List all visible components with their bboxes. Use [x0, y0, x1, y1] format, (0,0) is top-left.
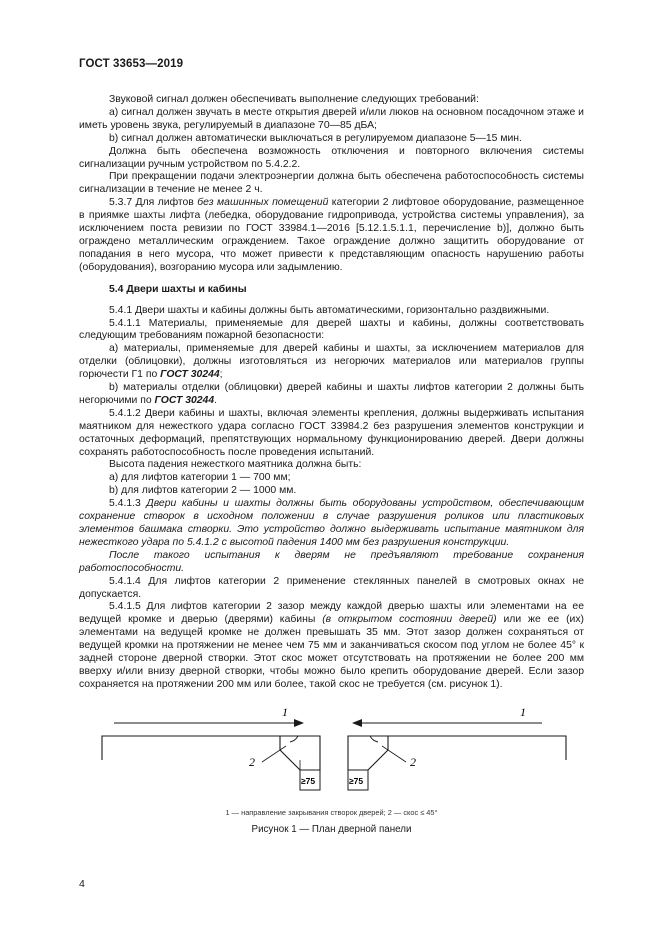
- paragraph: b) материалы отделки (облицовки) дверей кабины и шахты лифтов категории 2 должны быть негорючими по ГОСТ 30244.: [79, 382, 584, 406]
- page-number: 4: [79, 878, 85, 890]
- door-panel-plan-figure: [94, 698, 574, 818]
- paragraph: а) сигнал должен звучать в месте открытия дверей и/или люков на основном посадочном этаже и иметь уровень звука, регулируемый в диапазоне 70—85 дБА;: [79, 106, 584, 131]
- standard-reference: ГОСТ 30244: [160, 369, 220, 381]
- figure-title: Рисунок 1 — План дверной панели: [251, 824, 412, 835]
- right-door-panel: [348, 736, 566, 770]
- standard-header: ГОСТ 33653—2019: [79, 58, 184, 70]
- paragraph: а) материалы, применяемые для дверей кабины и шахты, за исключением материалов для отделки (облицовки), должны изготовляться из негорючих материалов или материалов группы горючести Г1 по ГОСТ 30244;: [79, 343, 584, 381]
- arrow-left-icon: [352, 719, 542, 727]
- body-text: [79, 94, 584, 692]
- paragraph: 5.4.1.1 Материалы, применяемые для дверей шахты и кабины, должны соответствовать следующим требованиям пожарной безопасности:: [79, 317, 584, 342]
- label-2-right: 2: [410, 755, 416, 769]
- arrow-right-icon: [114, 719, 304, 727]
- emphasis: (в открытом состоянии дверей): [322, 614, 497, 626]
- paragraph: Должна быть обеспечена возможность отключения и повторного включения системы сигнализации ручным устройством по 5.4.2.2.: [79, 145, 584, 170]
- paragraph: а) для лифтов категории 1 — 700 мм;: [109, 472, 291, 484]
- paragraph: 5.4.1.3 Двери кабины и шахты должны быть оборудованы устройством, обеспечивающим сохранение створок в исходном положении в случае разрушения роликов или пластиковых элементов башмака створки. Это устройство должно выдерживать испытание маятником для нежесткого удара по 5.4.1.2 с высотой падения 1400 мм без разрушения конструкции.: [79, 498, 584, 548]
- paragraph: b) сигнал должен автоматически выключаться в регулируемом диапазоне 5—15 мин.: [109, 132, 522, 144]
- label-1-left: 1: [282, 705, 288, 719]
- paragraph: 5.4.1 Двери шахты и кабины должны быть автоматическими, горизонтально раздвижными.: [109, 304, 550, 316]
- paragraph: 5.4.1.4 Для лифтов категории 2 применение стеклянных панелей в смотровых окнах не допускается.: [79, 575, 584, 600]
- emphasis: без машинных помещений: [197, 197, 329, 209]
- paragraph: 5.4.1.5 Для лифтов категории 2 зазор между каждой дверью шахты или элементами на ее ведущей кромке и дверью (дверями) кабины (в открытом состоянии дверей) или же ее (их) элементами на ведущей кромке не должен превышать 35 мм. Этот зазор должен сохраняться от ведущей кромки на протяжении не менее чем 75 мм и заканчиваться скосом под углом не более 45° к задней стороне дверной створки. Этот скос может отсутствовать на протяжении не более 200 мм вверху и/или внизу дверной створки, чтобы можно было крепить оборудование дверей. Если зазор сохраняется на протяжении 200 мм или более, такой скос не требуется (см. рисунок 1).: [79, 601, 584, 690]
- left-door-panel: [102, 736, 320, 770]
- paragraph: После такого испытания к дверям не предъявляют требование сохранения работоспособности.: [79, 549, 584, 574]
- label-2-left: 2: [249, 755, 255, 769]
- standard-reference: ГОСТ 30244: [154, 394, 215, 406]
- emphasis: Двери кабины и шахты должны быть оборудованы устройством, обеспечивающим сохранение створок в исходном положении в случае разрушения роликов или пластиковых элементов башмака створки. Это устройство должно выдерживать испытание маятником для нежесткого удара по 5.4.1.2 с высотой падения 1400 мм без разрушения конструкции.: [79, 498, 584, 548]
- paragraph: Звуковой сигнал должен обеспечивать выполнение следующих требований:: [109, 94, 479, 105]
- paragraph: Высота падения нежесткого маятника должна быть:: [109, 459, 362, 471]
- paragraph: 5.4.1.2 Двери кабины и шахты, включая элементы крепления, должны выдерживать испытания маятником для нежесткого удара согласно ГОСТ 33984.2 без разрушения элементов конструкции и остаточных деформаций, препятствующих нормальному функционированию дверей. Двери должны сохранять работоспособность после проведения испытаний.: [79, 407, 584, 458]
- paragraph: b) для лифтов категории 2 — 1000 мм.: [109, 485, 297, 497]
- dimension-label-left: ≥75: [301, 776, 316, 786]
- section-heading: 5.4 Двери шахты и кабины: [109, 283, 247, 295]
- paragraph-5-3-7: 5.3.7 Для лифтов без машинных помещений категории 2 лифтовое оборудование, размещенное в приямке шахты лифта (лебедка, оборудование гидропривода, устройства системы управления), за исключением поста ревизии по ГОСТ 33984.1—2016 [5.12.1.5.1.1, перечисление b)], должно быть ограждено металлическим ограждением. Такое ограждение должно защитить оборудование от попадания в него мусора, что может привести к представляющим опасность нарушению работы (оборудования), возгоранию мусора или задымлению.: [79, 197, 584, 273]
- label-1-right: 1: [520, 705, 526, 719]
- dimension-label-right: ≥75: [349, 776, 364, 786]
- figure-legend: 1 — направление закрывания створок дверей; 2 — скос ≤ 45°: [225, 808, 438, 817]
- paragraph: При прекращении подачи электроэнергии должна быть обеспечена работоспособность системы сигнализации в течение не менее 2 ч.: [79, 171, 584, 196]
